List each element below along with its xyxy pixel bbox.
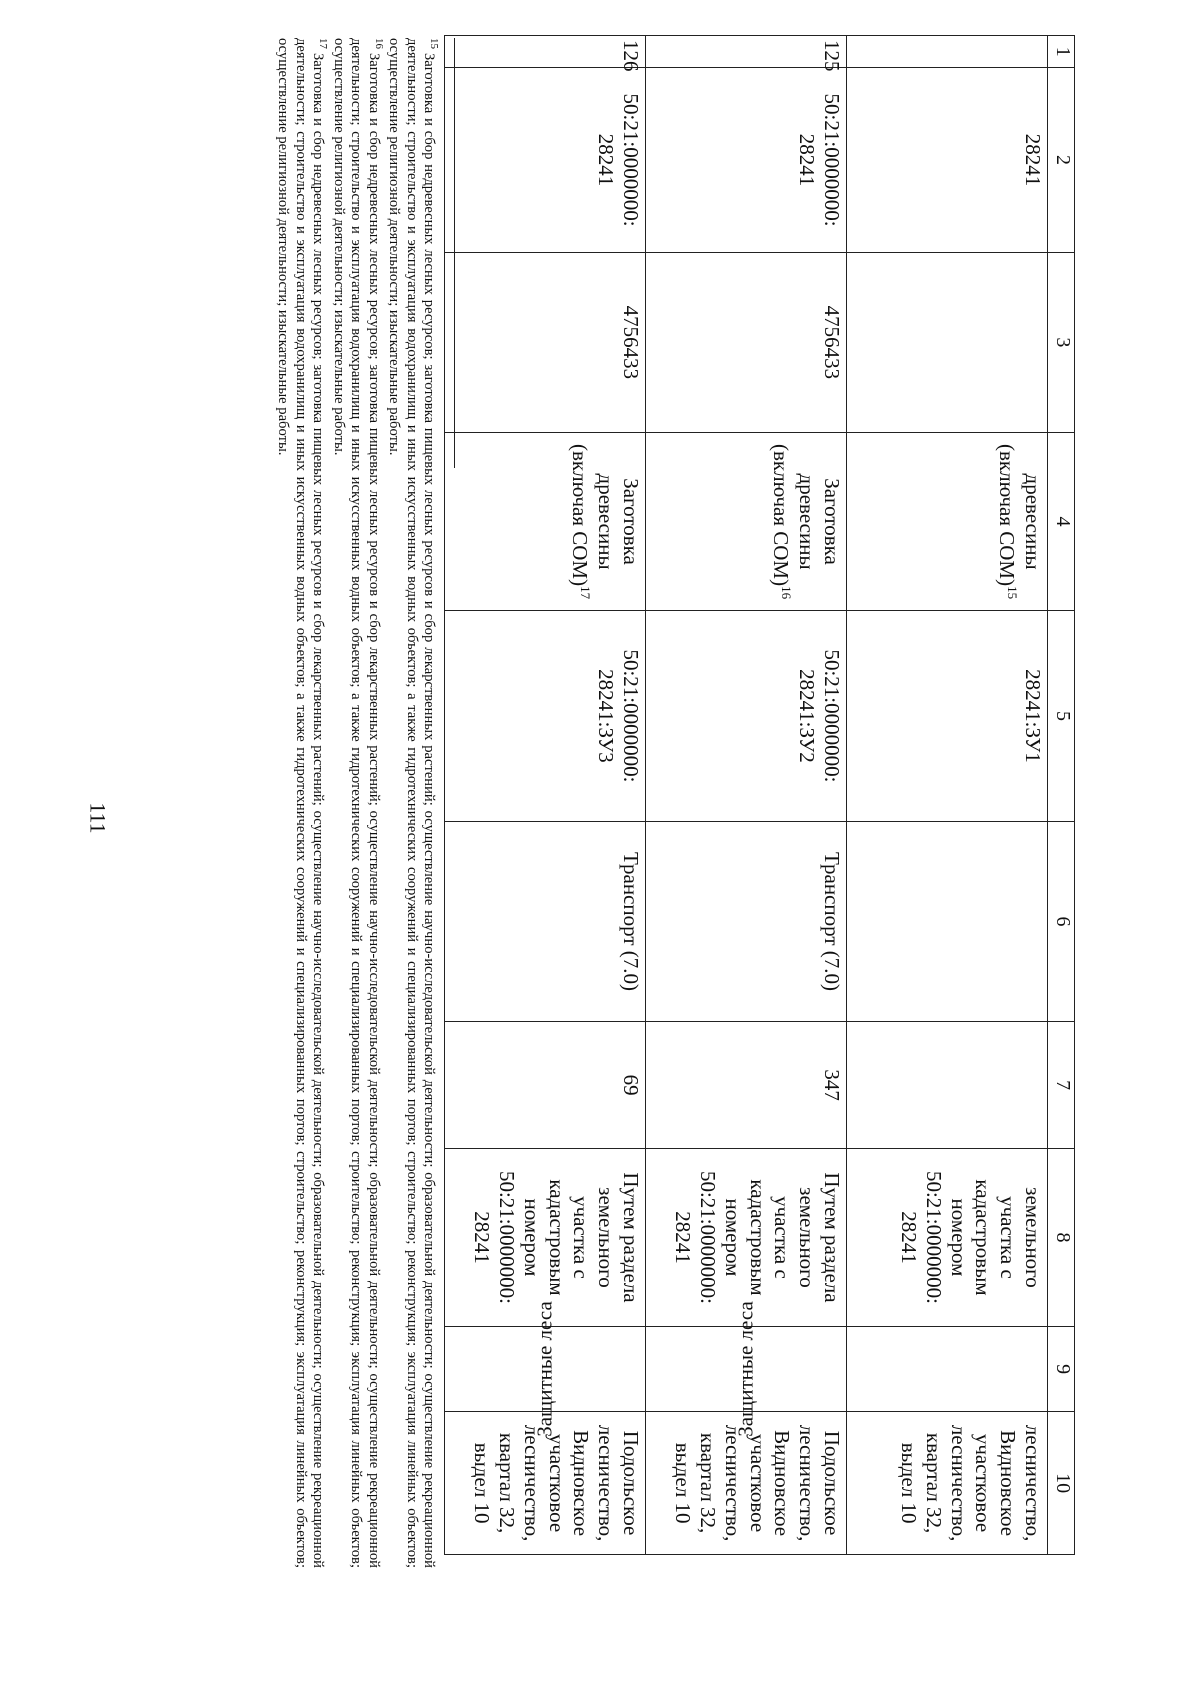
footnote-separator xyxy=(454,38,455,468)
formation-method-cell: Путем раздела земельного участка с кадастровым номером 50:21:0000000: 28241 xyxy=(646,1148,847,1326)
column-number: 2 xyxy=(1048,68,1075,252)
plot-designation-cell: 28241:ЗУ1 xyxy=(847,611,1048,822)
footnote-text: Заготовка и сбор недревесных лесных ресурсов; заготовка пищевых лесных ресурсов и сбор лекарственных растений; осуществление научно-исследовательской деятельности; образовательной деятельности; осуществление рекреационной деятельности; строительство и эксплуатация водохранилищ и иных искусственных водных объектов; а также гидротехнических сооружений и специализированных портов; строительство; реконструкция; эксплуатация линейных объектов; осуществление религиозной деятельности; изыскательные работы. xyxy=(275,38,327,1568)
area-cell xyxy=(847,252,1048,432)
footnote-text: Заготовка и сбор недревесных лесных ресурсов; заготовка пищевых лесных ресурсов и сбор лекарственных растений; осуществление научно-исследовательской деятельности; образовательной деятельности; осуществление рекреационной деятельности; строительство и эксплуатация водохранилищ и иных искусственных водных объектов; а также гидротехнических сооружений и специализированных портов; строительство; реконструкция; эксплуатация линейных объектов; осуществление религиозной деятельности; изыскательные работы. xyxy=(386,38,438,1568)
land-plots-table xyxy=(444,35,1075,1555)
column-number: 7 xyxy=(1048,1022,1075,1149)
table-header-row xyxy=(1048,36,1075,1555)
permitted-use-text: древесины (включая СОМ) xyxy=(995,443,1045,587)
page-number: 111 xyxy=(85,802,111,834)
formation-method-cell: земельного участка с кадастровым номером 50:21:0000000: 28241 xyxy=(847,1148,1048,1326)
location-cell: лесничество, Видновское участковое лесничество, квартал 32, выдел 10 xyxy=(847,1412,1048,1555)
land-category-cell: Транспорт (7.0) xyxy=(646,821,847,1022)
column-number: 10 xyxy=(1048,1412,1075,1555)
footnote-text: Заготовка и сбор недревесных лесных ресурсов; заготовка пищевых лесных ресурсов и сбор лекарственных растений; осуществление научно-исследовательской деятельности; образовательной деятельности; осуществление рекреационной деятельности; строительство и эксплуатация водохранилищ и иных искусственных водных объектов; а также гидротехнических сооружений и специализированных портов; строительство; реконструкция; эксплуатация линейных объектов; осуществление религиозной деятельности; изыскательные работы. xyxy=(330,38,382,1568)
permitted-use-text: Заготовка древесины (включая СОМ) xyxy=(568,443,643,587)
area-cell: 4756433 xyxy=(445,252,646,432)
land-category-cell: Транспорт (7.0) xyxy=(445,821,646,1022)
footnote-ref: 17 xyxy=(578,586,594,600)
footnote xyxy=(329,38,384,1568)
row-number-cell: 125 xyxy=(646,36,847,68)
formation-method-cell: Путем раздела земельного участка с кадастровым номером 50:21:0000000: 28241 xyxy=(445,1148,646,1326)
footnotes xyxy=(274,38,440,1568)
column-number: 6 xyxy=(1048,821,1075,1022)
table-row xyxy=(847,36,1048,1555)
footnote-number: 17 xyxy=(317,38,330,49)
footnote-ref: 15 xyxy=(1005,586,1021,600)
cadastral-number-cell: 50:21:0000000: 28241 xyxy=(445,68,646,252)
column-number: 4 xyxy=(1048,432,1075,610)
forest-category-text: Защитные леса xyxy=(733,1301,758,1437)
forest-category-cell xyxy=(445,1301,646,1437)
column-number: 5 xyxy=(1048,611,1075,822)
cadastral-number-cell: 50:21:0000000: 28241 xyxy=(646,68,847,252)
permitted-use-text: Заготовка древесины (включая СОМ) xyxy=(769,443,844,587)
column-number: 3 xyxy=(1048,252,1075,432)
table-row xyxy=(445,36,646,1555)
column-number: 9 xyxy=(1048,1327,1075,1412)
footnote-number: 15 xyxy=(428,38,440,49)
land-category-cell xyxy=(847,821,1048,1022)
forest-category-cell xyxy=(847,1327,1048,1412)
forest-category-cell xyxy=(646,1301,847,1437)
location-cell: Подольское лесничество, Видновское участковое лесничество, квартал 32, выдел 10 xyxy=(646,1412,847,1555)
cadastral-number-cell: 28241 xyxy=(847,68,1048,252)
plot-designation-cell: 50:21:0000000: 28241:ЗУ3 xyxy=(445,611,646,822)
footnote xyxy=(274,38,329,1568)
row-number-cell xyxy=(847,36,1048,68)
footnote-number: 16 xyxy=(372,38,385,49)
forest-category-text: Защитные леса xyxy=(532,1301,557,1437)
footnote xyxy=(385,38,440,1568)
row-number-cell: 126 xyxy=(445,36,646,68)
table-row xyxy=(646,36,847,1555)
permitted-use-cell xyxy=(847,432,1048,610)
permitted-use-cell xyxy=(646,432,847,610)
permitted-use-cell xyxy=(445,432,646,610)
plot-designation-cell: 50:21:0000000: 28241:ЗУ2 xyxy=(646,611,847,822)
footnote-ref: 16 xyxy=(779,586,795,600)
location-cell: Подольское лесничество, Видновское участковое лесничество, квартал 32, выдел 10 xyxy=(445,1412,646,1555)
plot-area-cell: 347 xyxy=(646,1022,847,1149)
plot-area-cell: 69 xyxy=(445,1022,646,1149)
column-number: 1 xyxy=(1048,36,1075,68)
column-number: 8 xyxy=(1048,1148,1075,1326)
plot-area-cell xyxy=(847,1022,1048,1149)
area-cell: 4756433 xyxy=(646,252,847,432)
